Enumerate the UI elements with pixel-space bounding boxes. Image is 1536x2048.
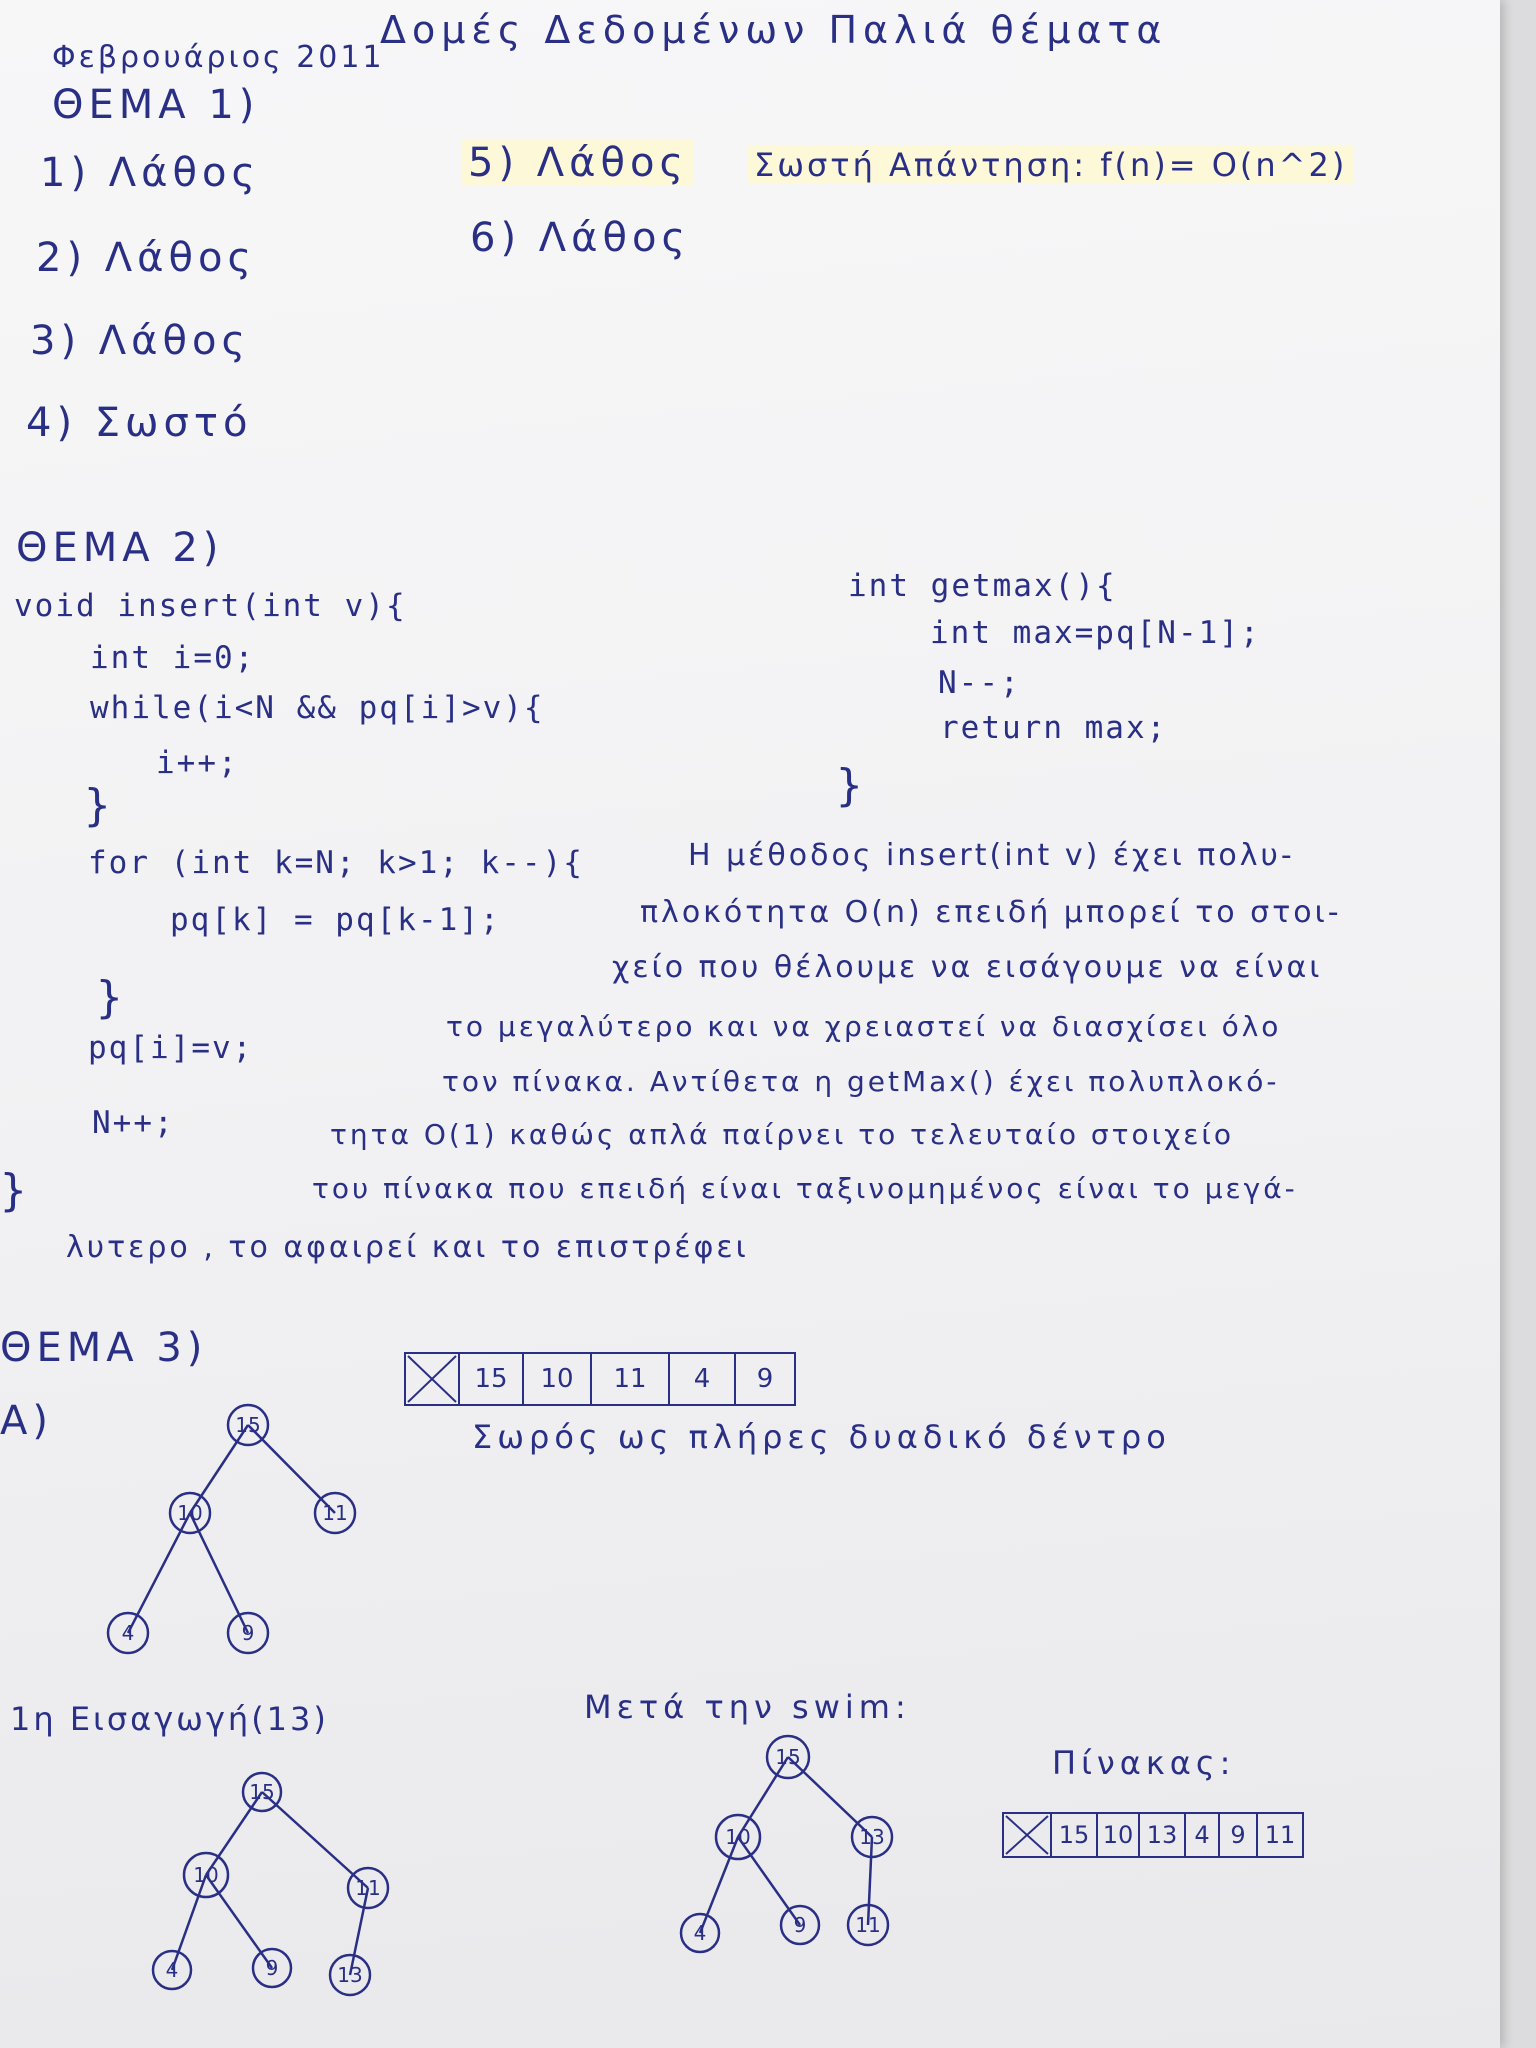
tree-node <box>781 1906 819 1944</box>
array-cell: 15 <box>460 1354 524 1404</box>
explanation-line-4: το μεγαλύτερο και να χρειαστεί να διασχίσει όλο <box>446 1010 1282 1043</box>
explanation-line-6: τητα O(1) καθώς απλά παίρνει το τελευταίο στοιχείο <box>330 1118 1234 1151</box>
tree-node <box>315 1493 355 1533</box>
cross-mark <box>406 1354 458 1404</box>
insert-code-line-1: void insert(int v){ <box>14 588 407 624</box>
insert-code-line-10: N++; <box>92 1105 175 1141</box>
thema1-answer-4: 4) Σωστό <box>26 400 253 446</box>
array-cell: 10 <box>524 1354 592 1404</box>
getmax-code-line-5: } <box>836 760 865 811</box>
svg-text:11: 11 <box>855 1913 881 1937</box>
tree-node <box>767 1736 809 1778</box>
insert-code-line-5: } <box>84 780 113 831</box>
insert-code-line-11: } <box>0 1165 29 1216</box>
heap-array-initial <box>404 1352 796 1406</box>
svg-text:15: 15 <box>249 1780 275 1804</box>
heap-tree-after-swim <box>670 1735 930 1975</box>
insert-code-line-3: while(i<N && pq[i]>v){ <box>90 690 545 726</box>
insert-code-line-6: for (int k=N; k>1; k--){ <box>88 845 584 881</box>
thema1-answer-2: 2) Λάθος <box>36 235 256 281</box>
first-insert-label: 1η Εισαγωγή(13) <box>10 1700 329 1738</box>
explanation-line-3: χείο που θέλουμε να εισάγουμε να είναι <box>612 950 1323 985</box>
svg-text:9: 9 <box>265 1956 279 1980</box>
svg-text:11: 11 <box>355 1876 381 1900</box>
tree-node <box>330 1955 370 1995</box>
array-cell: 13 <box>1140 1814 1186 1856</box>
svg-text:10: 10 <box>725 1825 751 1849</box>
tree-node <box>716 1815 760 1859</box>
array-crossed-cell <box>1004 1814 1052 1856</box>
array-cell: 15 <box>1052 1814 1098 1856</box>
svg-text:9: 9 <box>241 1621 255 1645</box>
svg-text:15: 15 <box>775 1745 801 1769</box>
svg-text:9: 9 <box>793 1913 807 1937</box>
svg-text:10: 10 <box>177 1501 203 1525</box>
tree-node <box>228 1613 268 1653</box>
explanation-line-5: τον πίνακα. Αντίθετα η getMax() έχει πολυπλοκό- <box>442 1065 1280 1098</box>
array-label: Πίνακας: <box>1052 1744 1236 1782</box>
array-cell: 9 <box>756 1364 774 1394</box>
array-cell: 10 <box>1098 1814 1140 1856</box>
array-cell: 9 <box>1220 1814 1258 1856</box>
cross-mark <box>1004 1814 1050 1856</box>
thema3-part-a: Α) <box>0 1398 53 1444</box>
getmax-code-line-2: int max=pq[N-1]; <box>930 615 1261 651</box>
svg-text:15: 15 <box>235 1413 261 1437</box>
array-cell: 11 <box>1264 1821 1296 1849</box>
thema1-answer-3: 3) Λάθος <box>30 318 250 364</box>
explanation-line-1: Η μέθοδος insert(int v) έχει πολυ- <box>688 838 1295 873</box>
after-swim-label: Μετά την swim: <box>584 1688 911 1726</box>
getmax-code-line-4: return max; <box>940 710 1168 746</box>
insert-code-line-2: int i=0; <box>90 640 256 676</box>
tree-node <box>348 1868 388 1908</box>
thema2-heading: ΘΕΜΑ 2) <box>16 525 224 571</box>
thema1-answer-5: 5) Λάθος <box>462 140 694 186</box>
explanation-line-8: λυτερο , το αφαιρεί και το επιστρέφει <box>66 1230 749 1265</box>
tree-node <box>184 1853 228 1897</box>
svg-text:13: 13 <box>337 1963 363 1987</box>
tree-node <box>153 1951 191 1989</box>
exam-date: Φεβρουάριος 2011 <box>52 40 385 75</box>
svg-text:13: 13 <box>859 1825 885 1849</box>
explanation-line-2: πλοκότητα O(n) επειδή μπορεί το στοι- <box>640 895 1342 930</box>
array-cell: 4 <box>1186 1814 1220 1856</box>
getmax-code-line-1: int getmax(){ <box>848 568 1117 604</box>
svg-text:11: 11 <box>322 1501 348 1525</box>
thema3-heading: ΘΕΜΑ 3) <box>0 1325 208 1371</box>
svg-text:4: 4 <box>121 1621 135 1645</box>
svg-text:4: 4 <box>693 1921 707 1945</box>
insert-code-line-8: } <box>96 972 125 1023</box>
heap-caption: Σωρός ως πλήρες δυαδικό δέντρο <box>472 1418 1171 1456</box>
heap-array-after-swim <box>1002 1812 1304 1858</box>
tree-node <box>170 1493 210 1533</box>
array-cell: 4 <box>670 1354 736 1404</box>
thema1-heading: ΘΕΜΑ 1) <box>52 82 260 128</box>
heap-tree-initial <box>80 1395 380 1675</box>
thema1-answer-6: 6) Λάθος <box>470 215 690 261</box>
tree-node <box>253 1949 291 1987</box>
heap-tree-after-insert <box>150 1770 410 2010</box>
getmax-code-line-3: N--; <box>938 665 1021 701</box>
svg-text:10: 10 <box>193 1863 219 1887</box>
tree-node <box>681 1914 719 1952</box>
insert-code-line-4: i++; <box>156 745 239 781</box>
svg-text:4: 4 <box>165 1958 179 1982</box>
thema1-answer-1: 1) Λάθος <box>40 150 260 196</box>
thema1-answer-5-note: Σωστή Απάντηση: f(n)= O(n^2) <box>748 146 1353 184</box>
insert-code-line-9: pq[i]=v; <box>88 1030 254 1066</box>
explanation-line-7: του πίνακα που επειδή είναι ταξινομημένος είναι το μεγά- <box>312 1172 1298 1205</box>
tree-node <box>108 1613 148 1653</box>
tree-node <box>228 1405 268 1445</box>
tree-node <box>243 1773 281 1811</box>
insert-code-line-7: pq[k] = pq[k-1]; <box>170 902 501 938</box>
page-title: Δομές Δεδομένων Παλιά θέματα <box>380 8 1168 52</box>
array-cell: 11 <box>592 1354 670 1404</box>
array-crossed-cell <box>406 1354 460 1404</box>
